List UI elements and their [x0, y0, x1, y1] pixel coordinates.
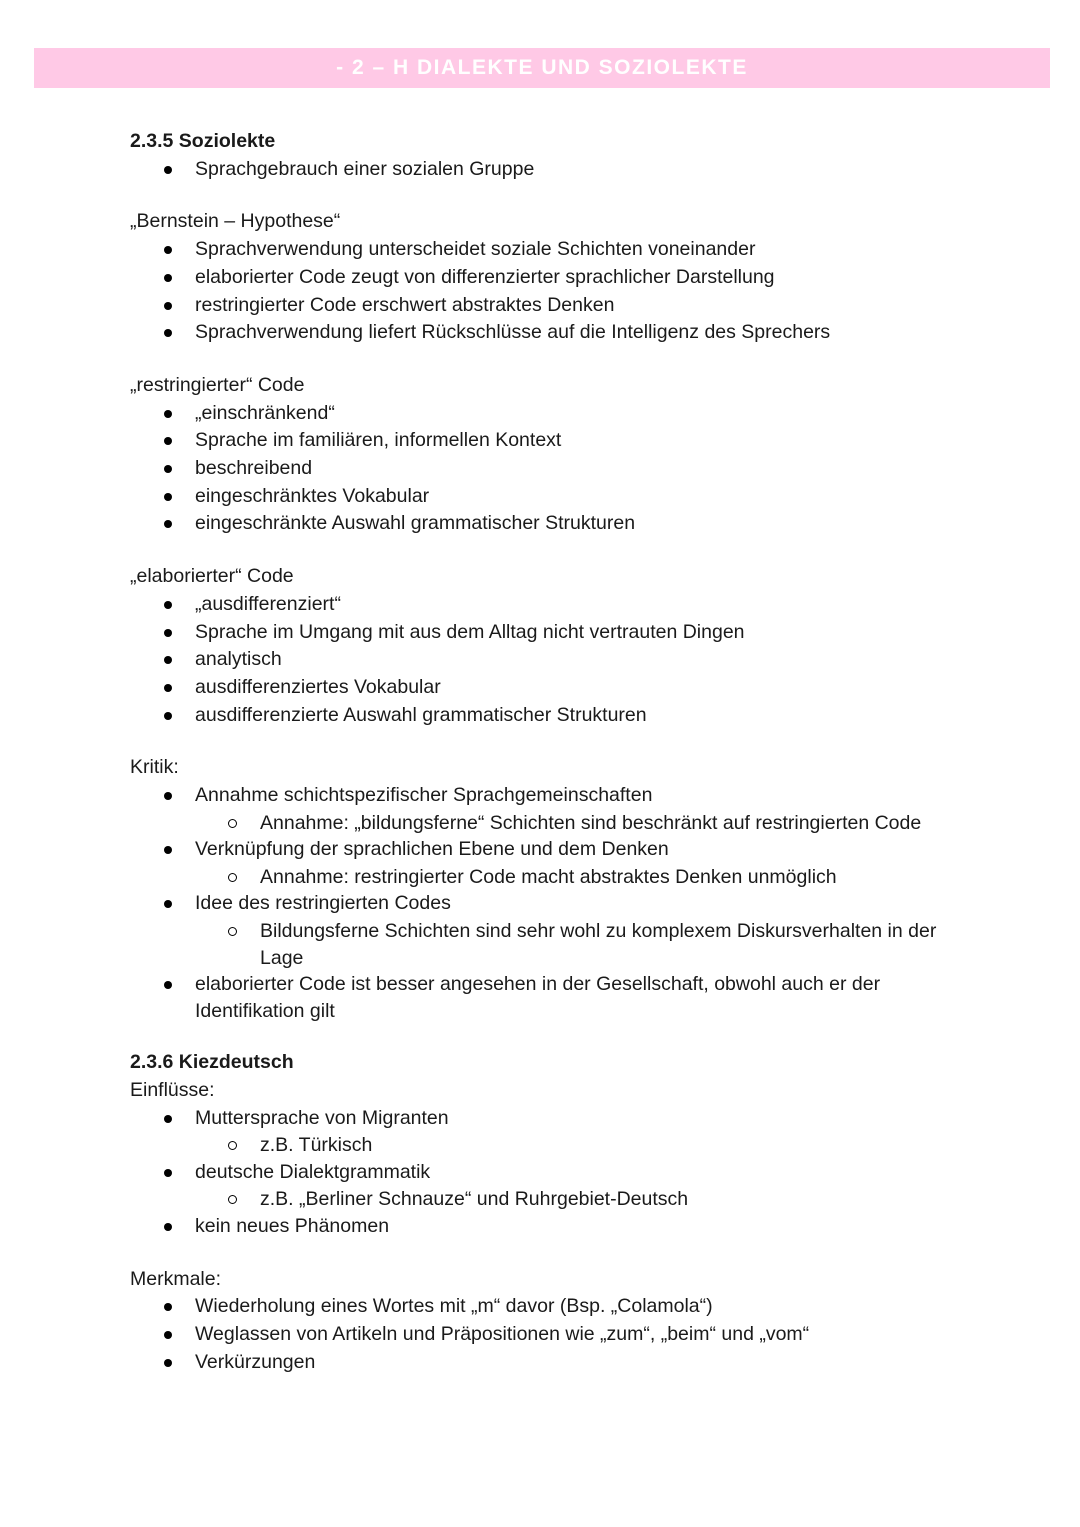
bullet-icon — [164, 1223, 172, 1231]
circle-bullet-icon — [228, 1141, 237, 1150]
bullet-icon — [164, 246, 172, 254]
list-item: deutsche Dialektgrammatik — [130, 1159, 1010, 1187]
list-item: Muttersprache von Migranten — [130, 1105, 1010, 1133]
subheading-merkmale: Merkmale: — [130, 1267, 222, 1290]
sub-list-item: Bildungsferne Schichten sind sehr wohl zu komplexem Diskursverhalten in der Lage — [130, 918, 1010, 971]
list-item: elaborierter Code zeugt von differenzierter sprachlicher Darstellung — [130, 264, 1010, 292]
bullet-icon — [164, 629, 172, 637]
bullet-icon — [164, 166, 172, 174]
bullet-icon — [164, 981, 172, 989]
list-item: Verknüpfung der sprachlichen Ebene und dem Denken — [130, 836, 1010, 864]
list-item: ausdifferenzierte Auswahl grammatischer Strukturen — [130, 702, 1010, 730]
bullet-icon — [164, 329, 172, 337]
bullet-icon — [164, 465, 172, 473]
list-item: elaborierter Code ist besser angesehen in der Gesellschaft, obwohl auch er der Identifikation gilt — [130, 971, 1010, 1024]
bullet-icon — [164, 493, 172, 501]
bullet-icon — [164, 302, 172, 310]
list-item: Sprache im familiären, informellen Kontext — [130, 427, 1010, 455]
list-item: ausdifferenziertes Vokabular — [130, 674, 1010, 702]
bullet-icon — [164, 601, 172, 609]
list-item: eingeschränktes Vokabular — [130, 483, 1010, 511]
bullet-icon — [164, 1359, 172, 1367]
bullet-icon — [164, 846, 172, 854]
subheading-restringiert: „restringierter“ Code — [130, 373, 305, 396]
bullet-icon — [164, 656, 172, 664]
list-item: Annahme schichtspezifischer Sprachgemeinschaften — [130, 782, 1010, 810]
document-body — [130, 128, 1010, 1377]
list-item: restringierter Code erschwert abstraktes Denken — [130, 292, 1010, 320]
subheading-bernstein: „Bernstein – Hypothese“ — [130, 210, 341, 233]
page-title: - 2 – H DIALEKTE UND SOZIOLEKTE — [336, 56, 748, 79]
list-item: Sprache im Umgang mit aus dem Alltag nicht vertrauten Dingen — [130, 619, 1010, 647]
subheading-einfluesse: Einflüsse: — [130, 1078, 215, 1101]
circle-bullet-icon — [228, 873, 237, 882]
list-item: „ausdifferenziert“ — [130, 591, 1010, 619]
bullet-icon — [164, 900, 172, 908]
list-item: Sprachverwendung liefert Rückschlüsse auf die Intelligenz des Sprechers — [130, 319, 1010, 347]
page-header-banner — [34, 48, 1050, 88]
list-item: kein neues Phänomen — [130, 1213, 1010, 1241]
list-item: Idee des restringierten Codes — [130, 890, 1010, 918]
bullet-icon — [164, 712, 172, 720]
circle-bullet-icon — [228, 927, 237, 936]
list-item: Verkürzungen — [130, 1349, 1010, 1377]
bullet-icon — [164, 792, 172, 800]
list-item: analytisch — [130, 646, 1010, 674]
subheading-kritik: Kritik: — [130, 756, 179, 779]
list-item: beschreibend — [130, 455, 1010, 483]
sub-list-item: Annahme: „bildungsferne“ Schichten sind beschränkt auf restringierten Code — [130, 810, 1010, 837]
circle-bullet-icon — [228, 819, 237, 828]
bullet-icon — [164, 1169, 172, 1177]
bullet-icon — [164, 1331, 172, 1339]
section-heading-soziolekte: 2.3.5 Soziolekte — [130, 130, 276, 152]
sub-list-item: z.B. Türkisch — [130, 1132, 1010, 1159]
bullet-icon — [164, 520, 172, 528]
list-item: Sprachverwendung unterscheidet soziale Schichten voneinander — [130, 236, 1010, 264]
bullet-icon — [164, 1303, 172, 1311]
bullet-icon — [164, 274, 172, 282]
bullet-icon — [164, 1115, 172, 1123]
list-item: „einschränkend“ — [130, 400, 1010, 428]
list-item: eingeschränkte Auswahl grammatischer Strukturen — [130, 510, 1010, 538]
bullet-icon — [164, 684, 172, 692]
bullet-icon — [164, 437, 172, 445]
sub-list-item: z.B. „Berliner Schnauze“ und Ruhrgebiet-Deutsch — [130, 1186, 1010, 1213]
sub-list-item: Annahme: restringierter Code macht abstraktes Denken unmöglich — [130, 864, 1010, 891]
section-heading-kiezdeutsch: 2.3.6 Kiezdeutsch — [130, 1051, 294, 1074]
subheading-elaboriert: „elaborierter“ Code — [130, 565, 294, 588]
circle-bullet-icon — [228, 1195, 237, 1204]
list-item: Wiederholung eines Wortes mit „m“ davor (Bsp. „Colamola“) — [130, 1293, 1010, 1321]
bullet-icon — [164, 410, 172, 418]
list-item: Weglassen von Artikeln und Präpositionen wie „zum“, „beim“ und „vom“ — [130, 1321, 1010, 1349]
list-item: Sprachgebrauch einer sozialen Gruppe — [130, 156, 1010, 184]
